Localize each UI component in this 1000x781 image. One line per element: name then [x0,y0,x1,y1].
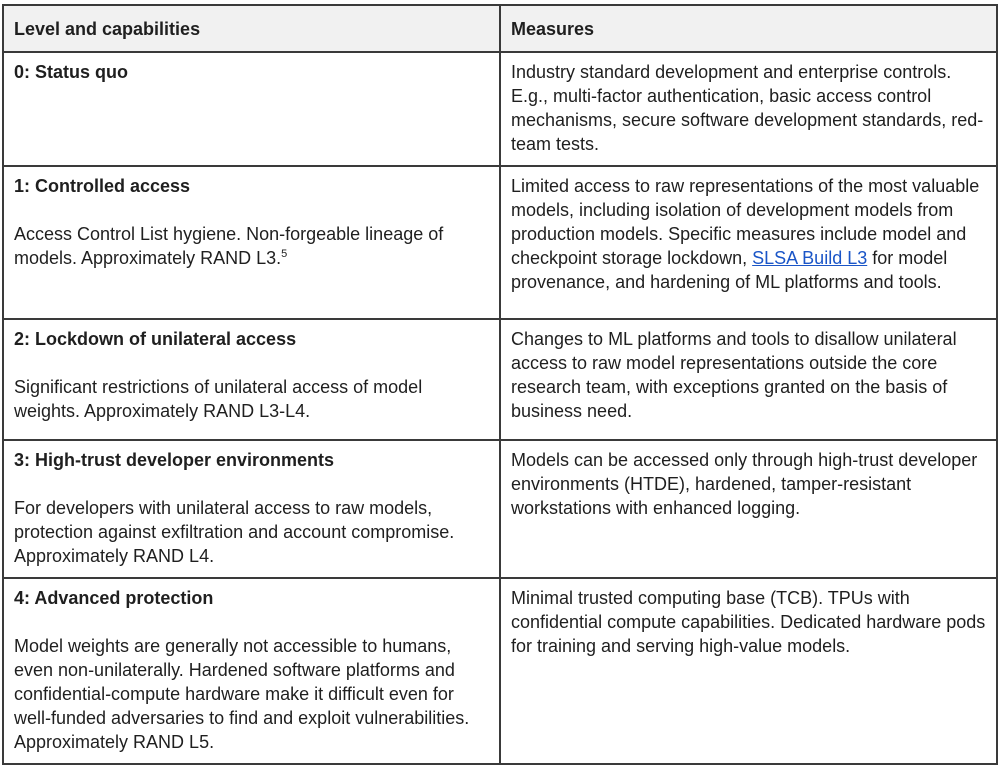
level-cell [3,440,500,578]
level-cell [3,319,500,440]
table-row-level-3 [3,440,997,578]
measures-text-after: for model provenance, and hardening of ML platforms and tools. [511,248,948,292]
security-levels-table [2,4,998,765]
header-level-capabilities: Level and capabilities [3,5,500,52]
level-description: Significant restrictions of unilateral access of model weights. Approximately RAND L3-L4. [14,377,423,421]
level-title: 0: Status quo [14,62,129,82]
level-description: For developers with unilateral access to raw models, protection against exfiltration and account compromise. Approximately RAND L4. [14,498,455,566]
table-row-level-0 [3,52,997,166]
header-measures: Measures [500,5,997,52]
level-description-text: Access Control List hygiene. Non-forgeable lineage of models. Approximately RAND L3. [14,224,444,268]
level-title: 1: Controlled access [14,176,191,196]
measures-text-before: Limited access to raw representations of the most valuable models, including isolation of development models from production models. Specific measures include model and checkpoint storage lockdown, [511,176,980,268]
slsa-build-l3-link[interactable]: SLSA Build L3 [752,248,868,268]
level-cell [3,578,500,764]
table-header-row [3,5,997,52]
level-title: 3: High-trust developer environments [14,450,335,470]
measures-cell: Industry standard development and enterprise controls. E.g., multi-factor authentication, basic access control mechanisms, secure software development standards, red-team tests. [500,52,997,166]
level-cell [3,52,500,166]
measures-cell: Minimal trusted computing base (TCB). TPUs with confidential compute capabilities. Dedicated hardware pods for training and serving high-value models. [500,578,997,764]
level-description [14,222,491,270]
table-row-level-4 [3,578,997,764]
measures-cell: Models can be accessed only through high-trust developer environments (HTDE), hardened, tamper-resistant workstations with enhanced logging. [500,440,997,578]
level-cell [3,166,500,319]
table-row-level-1 [3,166,997,319]
footnote-marker[interactable]: 5 [281,248,288,260]
table-row-level-2 [3,319,997,440]
level-description: Model weights are generally not accessible to humans, even non-unilaterally. Hardened software platforms and confidential-compute hardware make it difficult even for well-funded adversaries to find and exploit vulnerabilities. Approximately RAND L5. [14,636,470,752]
measures-cell: Changes to ML platforms and tools to disallow unilateral access to raw model representations outside the core research team, with exceptions granted on the basis of business need. [500,319,997,440]
level-title: 4: Advanced protection [14,588,214,608]
level-title: 2: Lockdown of unilateral access [14,329,297,349]
measures-cell [500,166,997,319]
